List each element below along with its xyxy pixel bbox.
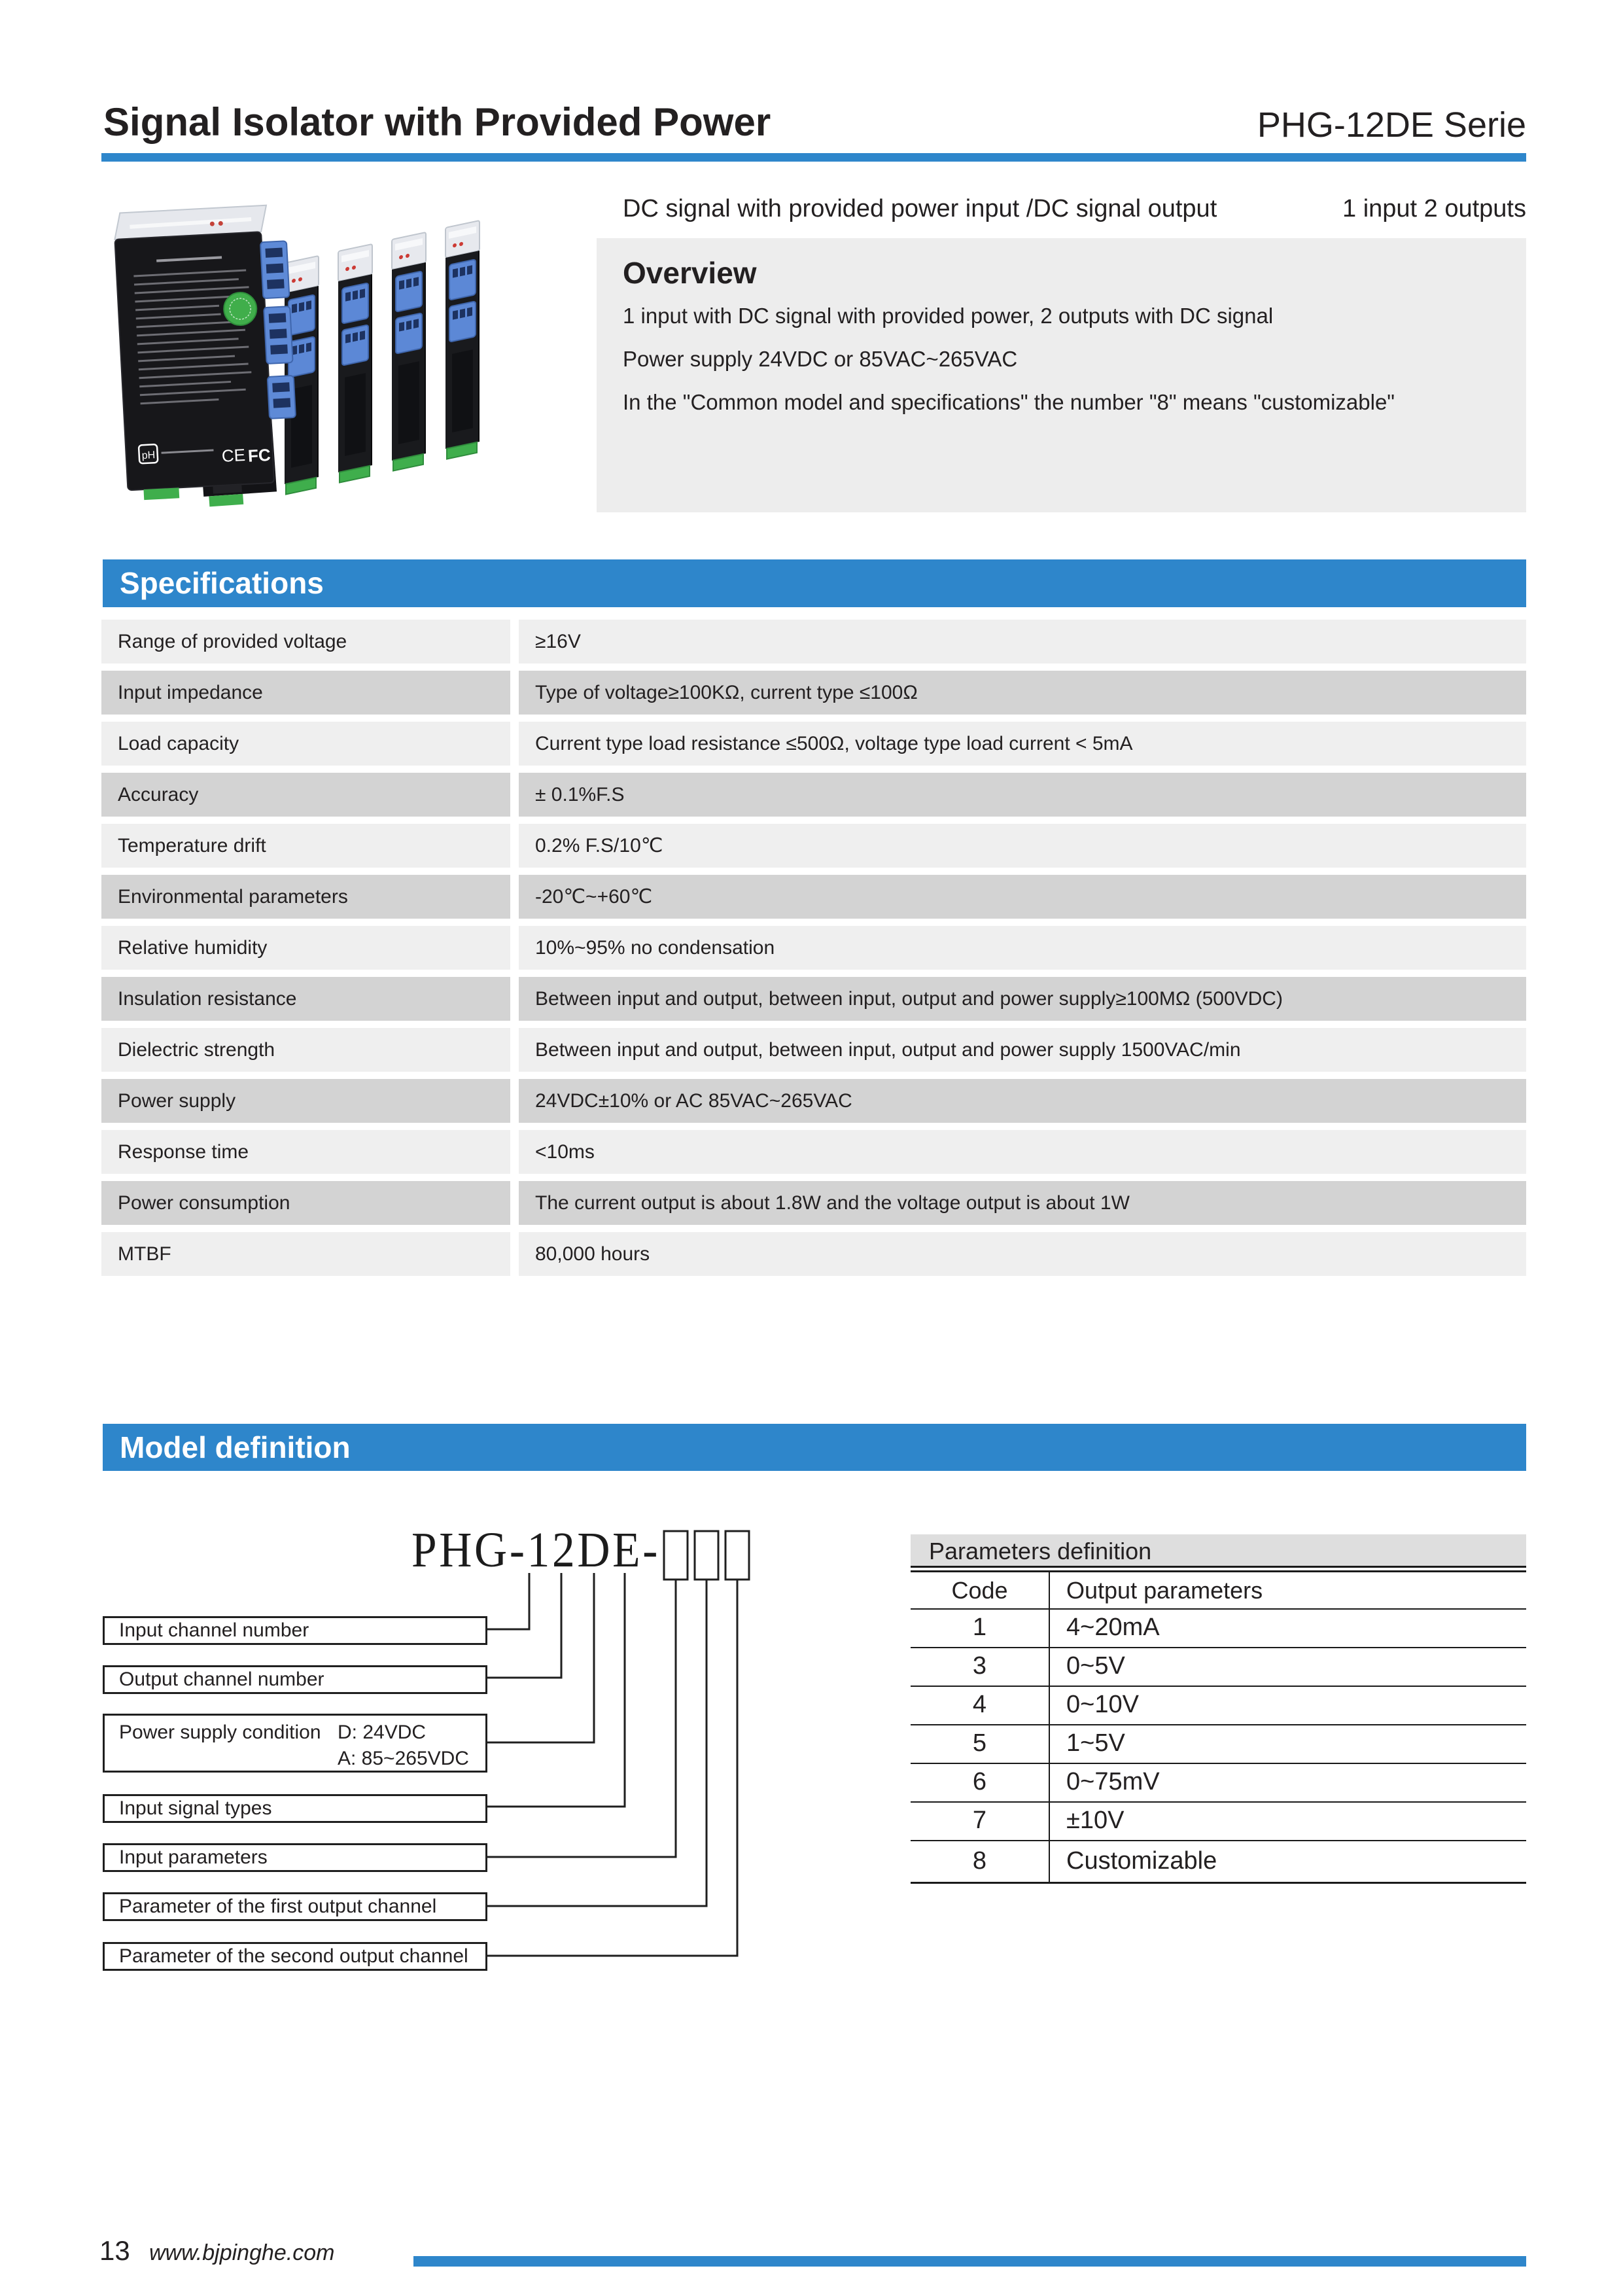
io-note: 1 input 2 outputs bbox=[1342, 195, 1526, 222]
power-supply-options bbox=[338, 1720, 469, 1772]
spec-value: The current output is about 1.8W and the voltage output is about 1W bbox=[519, 1181, 1526, 1225]
model-label-box: Input channel number bbox=[103, 1616, 487, 1645]
value-cell: 0~75mV bbox=[1066, 1768, 1160, 1795]
table-row bbox=[101, 773, 1526, 817]
parameters-definition-table bbox=[911, 1534, 1526, 1884]
table-row bbox=[101, 722, 1526, 766]
spec-label: Response time bbox=[101, 1130, 510, 1174]
model-digit-box bbox=[695, 1531, 718, 1580]
spec-value: Current type load resistance ≤500Ω, voltage type load current < 5mA bbox=[519, 722, 1526, 766]
table-row bbox=[101, 824, 1526, 868]
spec-value: ± 0.1%F.S bbox=[519, 773, 1526, 817]
fcc-mark-text: FC bbox=[247, 444, 271, 466]
spec-label: Input impedance bbox=[101, 671, 510, 715]
model-label-box: Parameter of the second output channel bbox=[103, 1942, 487, 1971]
website-link[interactable]: www.bjpinghe.com bbox=[149, 2240, 335, 2265]
overview-line: Power supply 24VDC or 85VAC~265VAC bbox=[623, 347, 1018, 371]
model-label-box: Input parameters bbox=[103, 1843, 487, 1872]
ce-mark-text: CE bbox=[221, 444, 246, 466]
code-cell: 4 bbox=[911, 1687, 1050, 1724]
series-name: PHG-12DE Serie bbox=[1257, 105, 1526, 145]
spec-label: Accuracy bbox=[101, 773, 510, 817]
module-cluster-right bbox=[285, 221, 480, 495]
spec-label: Insulation resistance bbox=[101, 977, 510, 1021]
header-rule bbox=[101, 153, 1526, 162]
overview-heading: Overview bbox=[623, 256, 757, 290]
code-cell: 1 bbox=[911, 1610, 1050, 1647]
power-option-d: D: 24VDC bbox=[338, 1722, 427, 1743]
overview-line: In the "Common model and specifications" the number "8" means "customizable" bbox=[623, 390, 1395, 414]
model-digit-box bbox=[664, 1531, 688, 1580]
code-cell: 7 bbox=[911, 1803, 1050, 1840]
value-cell: 4~20mA bbox=[1066, 1614, 1160, 1641]
spec-value: <10ms bbox=[519, 1130, 1526, 1174]
table-row bbox=[911, 1764, 1526, 1803]
table-row bbox=[911, 1803, 1526, 1841]
parameters-definition-heading: Parameters definition bbox=[911, 1534, 1526, 1568]
spec-value: 24VDC±10% or AC 85VAC~265VAC bbox=[519, 1079, 1526, 1123]
table-row bbox=[101, 1130, 1526, 1174]
page-title: Signal Isolator with Provided Power bbox=[103, 100, 771, 144]
module-front bbox=[113, 204, 300, 501]
parameters-table bbox=[911, 1570, 1526, 1884]
model-label-box: Input signal types bbox=[103, 1794, 487, 1823]
spec-value: 10%~95% no condensation bbox=[519, 926, 1526, 970]
spec-label: Dielectric strength bbox=[101, 1028, 510, 1072]
spec-value: Between input and output, between input, output and power supply≥100MΩ (500VDC) bbox=[519, 977, 1526, 1021]
table-row bbox=[101, 875, 1526, 919]
table-row bbox=[101, 1028, 1526, 1072]
table-row bbox=[101, 926, 1526, 970]
overview-box bbox=[597, 238, 1526, 512]
spec-label: MTBF bbox=[101, 1232, 510, 1276]
model-definition-diagram bbox=[103, 1518, 763, 1989]
column-header-code: Code bbox=[911, 1572, 1050, 1608]
spec-value: Type of voltage≥100KΩ, current type ≤100Ω bbox=[519, 671, 1526, 715]
model-label-text: Power supply condition bbox=[119, 1722, 321, 1743]
spec-label: Power consumption bbox=[101, 1181, 510, 1225]
spec-value: 80,000 hours bbox=[519, 1232, 1526, 1276]
model-label-box: Parameter of the first output channel bbox=[103, 1892, 487, 1921]
code-cell: 8 bbox=[911, 1841, 1050, 1882]
value-cell: 0~5V bbox=[1066, 1652, 1125, 1680]
table-row bbox=[101, 1232, 1526, 1276]
table-row bbox=[911, 1841, 1526, 1882]
spec-label: Relative humidity bbox=[101, 926, 510, 970]
value-cell: 0~10V bbox=[1066, 1691, 1139, 1718]
table-row bbox=[911, 1610, 1526, 1648]
code-cell: 5 bbox=[911, 1725, 1050, 1763]
value-cell: ±10V bbox=[1066, 1807, 1125, 1834]
code-cell: 3 bbox=[911, 1648, 1050, 1686]
footer-rule bbox=[413, 2256, 1526, 2267]
specifications-section-header: Specifications bbox=[103, 559, 1526, 607]
table-row bbox=[101, 671, 1526, 715]
overview-line: 1 input with DC signal with provided power, 2 outputs with DC signal bbox=[623, 304, 1274, 328]
table-row bbox=[101, 620, 1526, 663]
table-row bbox=[911, 1725, 1526, 1764]
column-header-output: Output parameters bbox=[1066, 1577, 1263, 1604]
subtitle: DC signal with provided power input /DC signal output bbox=[623, 195, 1217, 222]
spec-label: Range of provided voltage bbox=[101, 620, 510, 663]
power-option-a: A: 85~265VDC bbox=[338, 1748, 469, 1769]
table-row bbox=[101, 1079, 1526, 1123]
product-image bbox=[108, 171, 566, 525]
model-label-box bbox=[103, 1714, 487, 1773]
spec-value: Between input and output, between input, output and power supply 1500VAC/min bbox=[519, 1028, 1526, 1072]
value-cell: Customizable bbox=[1066, 1847, 1217, 1875]
table-row bbox=[101, 1181, 1526, 1225]
code-cell: 6 bbox=[911, 1764, 1050, 1801]
table-row bbox=[911, 1648, 1526, 1687]
spec-value: ≥16V bbox=[519, 620, 1526, 663]
spec-value: -20℃~+60℃ bbox=[519, 875, 1526, 919]
page-number: 13 bbox=[99, 2235, 130, 2266]
spec-value: 0.2% F.S/10℃ bbox=[519, 824, 1526, 868]
value-cell: 1~5V bbox=[1066, 1729, 1125, 1757]
spec-label: Power supply bbox=[101, 1079, 510, 1123]
model-prefix-text: PHG-12DE- bbox=[411, 1523, 660, 1578]
model-digit-box bbox=[725, 1531, 749, 1580]
table-header-row bbox=[911, 1572, 1526, 1610]
model-definition-section-header: Model definition bbox=[103, 1424, 1526, 1471]
model-label-box: Output channel number bbox=[103, 1665, 487, 1694]
table-row bbox=[101, 977, 1526, 1021]
spec-label: Temperature drift bbox=[101, 824, 510, 868]
table-row bbox=[911, 1687, 1526, 1725]
spec-label: Load capacity bbox=[101, 722, 510, 766]
brand-logo-text: pH bbox=[141, 450, 156, 462]
spec-label: Environmental parameters bbox=[101, 875, 510, 919]
